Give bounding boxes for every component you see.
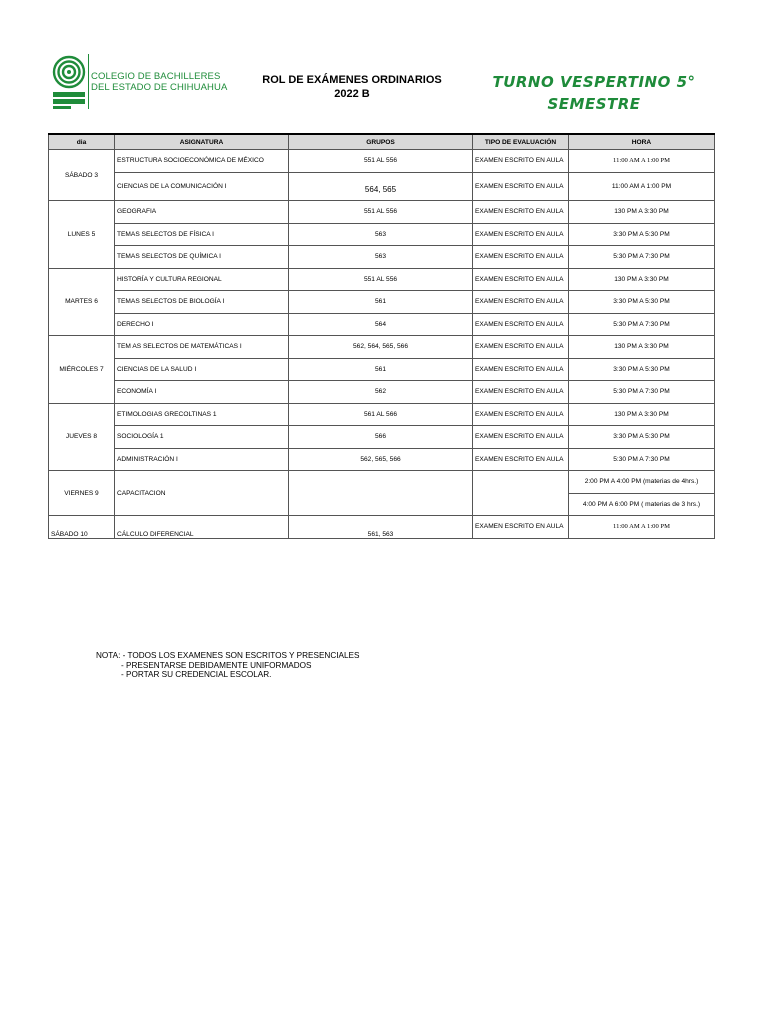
grupos-cell: 563	[289, 246, 473, 269]
table-row	[49, 381, 715, 404]
hora-cell: 130 PM A 3:30 PM	[569, 336, 715, 359]
hora-cell: 11:00 AM A 1:00 PM	[569, 516, 715, 539]
tipo-cell: EXAMEN ESCRITO EN AULA	[473, 150, 569, 173]
tipo-cell: EXAMEN ESCRITO EN AULA	[473, 268, 569, 291]
grupos-cell: 551 AL 556	[289, 268, 473, 291]
tipo-cell: EXAMEN ESCRITO EN AULA	[473, 246, 569, 269]
tipo-cell: EXAMEN ESCRITO EN AULA	[473, 381, 569, 404]
cobach-logo-icon	[52, 54, 88, 110]
grupos-cell: 566	[289, 426, 473, 449]
grupos-cell: 562, 565, 566	[289, 448, 473, 471]
hora-cell: 2:00 PM A 4:00 PM (materias de 4hrs.)	[569, 471, 715, 494]
nota-line1: NOTA: - TODOS LOS EXAMENES SON ESCRITOS Y PRESENCIALES	[96, 651, 360, 660]
day-cell: LUNES 5	[49, 201, 115, 269]
nota-line3: - PORTAR SU CREDENCIAL ESCOLAR.	[96, 670, 272, 679]
asignatura-cell: TEM AS SELECTOS DE MATEMÁTICAS I	[115, 336, 289, 359]
table-row	[49, 291, 715, 314]
hora-cell: 130 PM A 3:30 PM	[569, 201, 715, 224]
grupos-cell: 564	[289, 313, 473, 336]
table-row	[49, 471, 715, 494]
exam-schedule-table	[48, 133, 715, 539]
asignatura-cell: HISTORÍA Y CULTURA REGIONAL	[115, 268, 289, 291]
asignatura-cell: CÁLCULO DIFERENCIAL	[115, 516, 289, 539]
asignatura-cell: CIENCIAS DE LA COMUNICACIÓN I	[115, 172, 289, 201]
day-cell: VIERNES 9	[49, 471, 115, 516]
tipo-cell: EXAMEN ESCRITO EN AULA	[473, 201, 569, 224]
institution-name-line2: DEL ESTADO DE CHIHUAHUA	[91, 82, 228, 93]
table-row	[49, 223, 715, 246]
document-title-line1: ROL DE EXÁMENES ORDINARIOS	[262, 74, 442, 86]
day-cell: JUEVES 8	[49, 403, 115, 471]
table-row	[49, 313, 715, 336]
hora-cell: 130 PM A 3:30 PM	[569, 268, 715, 291]
hora-cell: 4:00 PM A 6:00 PM ( materias de 3 hrs.)	[569, 493, 715, 516]
document-title	[262, 73, 442, 101]
hora-cell: 3:30 PM A 5:30 PM	[569, 223, 715, 246]
asignatura-cell: SOCIOLOGÍA 1	[115, 426, 289, 449]
col-header-hora: HORA	[569, 134, 715, 150]
col-header-asignatura: ASIGNATURA	[115, 134, 289, 150]
table-header-row	[49, 134, 715, 150]
grupos-cell	[289, 471, 473, 516]
tipo-cell: EXAMEN ESCRITO EN AULA	[473, 336, 569, 359]
grupos-cell: 551 AL 556	[289, 201, 473, 224]
col-header-dia: dia	[49, 134, 115, 150]
table-row	[49, 246, 715, 269]
table-row	[49, 426, 715, 449]
grupos-cell: 562, 564, 565, 566	[289, 336, 473, 359]
table-row	[49, 448, 715, 471]
asignatura-cell: CAPACITACION	[115, 471, 289, 516]
hora-cell: 130 PM A 3:30 PM	[569, 403, 715, 426]
table-row	[49, 172, 715, 201]
logo-divider	[88, 54, 89, 109]
tipo-cell: EXAMEN ESCRITO EN AULA	[473, 516, 569, 539]
table-row	[49, 268, 715, 291]
grupos-cell: 551 AL 556	[289, 150, 473, 173]
day-cell: MIÉRCOLES 7	[49, 336, 115, 404]
col-header-grupos: GRUPOS	[289, 134, 473, 150]
grupos-cell: 563	[289, 223, 473, 246]
col-header-tipo: TIPO DE EVALUACIÓN	[473, 134, 569, 150]
tipo-cell: EXAMEN ESCRITO EN AULA	[473, 403, 569, 426]
tipo-cell: EXAMEN ESCRITO EN AULA	[473, 223, 569, 246]
tipo-cell	[473, 471, 569, 516]
hora-cell: 3:30 PM A 5:30 PM	[569, 426, 715, 449]
institution-name-line1: COLEGIO DE BACHILLERES	[91, 71, 221, 82]
table-row	[49, 201, 715, 224]
turno-line1: TURNO VESPERTINO 5°	[492, 73, 696, 91]
grupos-cell: 562	[289, 381, 473, 404]
day-cell: SÁBADO 3	[49, 150, 115, 201]
grupos-cell: 561	[289, 358, 473, 381]
day-cell: SÁBADO 10	[49, 516, 115, 539]
table-row	[49, 150, 715, 173]
grupos-cell: 561, 563	[289, 516, 473, 539]
table-row	[49, 403, 715, 426]
institution-logo	[52, 54, 228, 110]
turno-line2: SEMESTRE	[547, 95, 641, 113]
table-row	[49, 358, 715, 381]
asignatura-cell: TEMAS SELECTOS DE BIOLOGÍA I	[115, 291, 289, 314]
table-row	[49, 336, 715, 359]
asignatura-cell: GEOGRAFIA	[115, 201, 289, 224]
nota-line2: - PRESENTARSE DEBIDAMENTE UNIFORMADOS	[96, 660, 312, 670]
asignatura-cell: CIENCIAS DE LA SALUD I	[115, 358, 289, 381]
hora-cell: 11:00 AM A 1:00 PM	[569, 172, 715, 201]
hora-cell: 5:30 PM A 7:30 PM	[569, 381, 715, 404]
hora-cell: 11:00 AM A 1:00 PM	[569, 150, 715, 173]
tipo-cell: EXAMEN ESCRITO EN AULA	[473, 358, 569, 381]
table-row	[49, 516, 715, 539]
hora-cell: 3:30 PM A 5:30 PM	[569, 291, 715, 314]
hora-cell: 3:30 PM A 5:30 PM	[569, 358, 715, 381]
tipo-cell: EXAMEN ESCRITO EN AULA	[473, 291, 569, 314]
tipo-cell: EXAMEN ESCRITO EN AULA	[473, 313, 569, 336]
document-title-line2: 2022 B	[334, 88, 370, 100]
hora-cell: 5:30 PM A 7:30 PM	[569, 448, 715, 471]
hora-cell: 5:30 PM A 7:30 PM	[569, 246, 715, 269]
grupos-cell: 564, 565	[289, 172, 473, 201]
day-cell: MARTES 6	[49, 268, 115, 336]
asignatura-cell: ESTRUCTURA SOCIOECONÓMICA DE MÉXICO	[115, 150, 289, 173]
grupos-cell: 561 AL 566	[289, 403, 473, 426]
nota-block	[96, 651, 359, 680]
hora-cell: 5:30 PM A 7:30 PM	[569, 313, 715, 336]
asignatura-cell: ETIMOLOGIAS GRECOLTINAS 1	[115, 403, 289, 426]
tipo-cell: EXAMEN ESCRITO EN AULA	[473, 172, 569, 201]
asignatura-cell: TEMAS SELECTOS DE QUÍMICA I	[115, 246, 289, 269]
tipo-cell: EXAMEN ESCRITO EN AULA	[473, 448, 569, 471]
asignatura-cell: ADMINISTRACIÓN I	[115, 448, 289, 471]
turno-heading	[474, 71, 714, 115]
tipo-cell: EXAMEN ESCRITO EN AULA	[473, 426, 569, 449]
asignatura-cell: TEMAS SELECTOS DE FÍSICA I	[115, 223, 289, 246]
asignatura-cell: DERECHO I	[115, 313, 289, 336]
grupos-cell: 561	[289, 291, 473, 314]
asignatura-cell: ECONOMÍA I	[115, 381, 289, 404]
